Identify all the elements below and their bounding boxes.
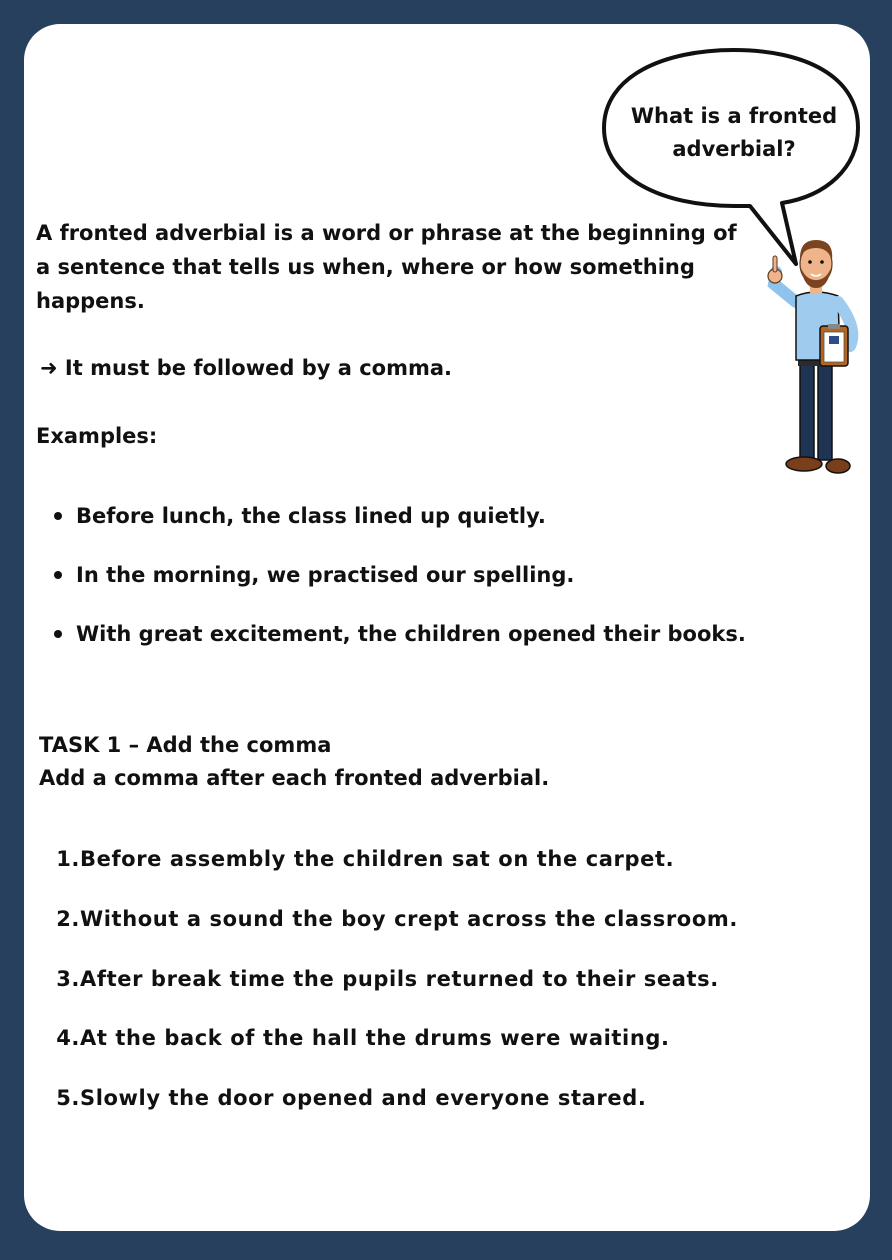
task-number: 3. xyxy=(56,966,80,991)
task-list xyxy=(54,838,844,1137)
task-number: 1. xyxy=(56,847,80,871)
example-item: With great excitement, the children opened their books. xyxy=(52,614,812,673)
speech-bubble-text: What is a fronted adverbial? xyxy=(630,104,838,161)
task-number: 2. xyxy=(56,906,80,931)
worksheet-card xyxy=(24,24,870,1231)
examples-list xyxy=(52,496,812,673)
task-number: 4. xyxy=(56,1026,80,1051)
examples-heading: Examples: xyxy=(36,424,158,448)
comma-rule: ➜ It must be followed by a comma. xyxy=(40,356,453,380)
task-instruction: Add a comma after each fronted adverbial. xyxy=(39,766,550,790)
task-title: TASK 1 – Add the comma xyxy=(39,733,332,757)
definition-text: A fronted adverbial is a word or phrase at the beginning of a sentence that tells us when, where or how something happens. xyxy=(36,221,737,313)
task-item xyxy=(54,838,844,898)
task-item xyxy=(54,1077,844,1137)
example-item: Before lunch, the class lined up quietly. xyxy=(52,496,812,555)
task-sentence: After break time the pupils returned to their seats. xyxy=(80,966,719,991)
task-sentence: Slowly the door opened and everyone stared. xyxy=(80,1086,647,1111)
task-item xyxy=(54,958,844,1018)
task-sentence: Before assembly the children sat on the carpet. xyxy=(80,847,675,871)
task-item xyxy=(54,1017,844,1077)
example-item: In the morning, we practised our spelling. xyxy=(52,555,812,614)
task-item xyxy=(54,898,844,958)
task-number: 5. xyxy=(56,1086,80,1111)
teacher-illustration xyxy=(760,218,870,480)
task-sentence: At the back of the hall the drums were waiting. xyxy=(80,1026,670,1051)
task-sentence: Without a sound the boy crept across the classroom. xyxy=(80,906,738,931)
